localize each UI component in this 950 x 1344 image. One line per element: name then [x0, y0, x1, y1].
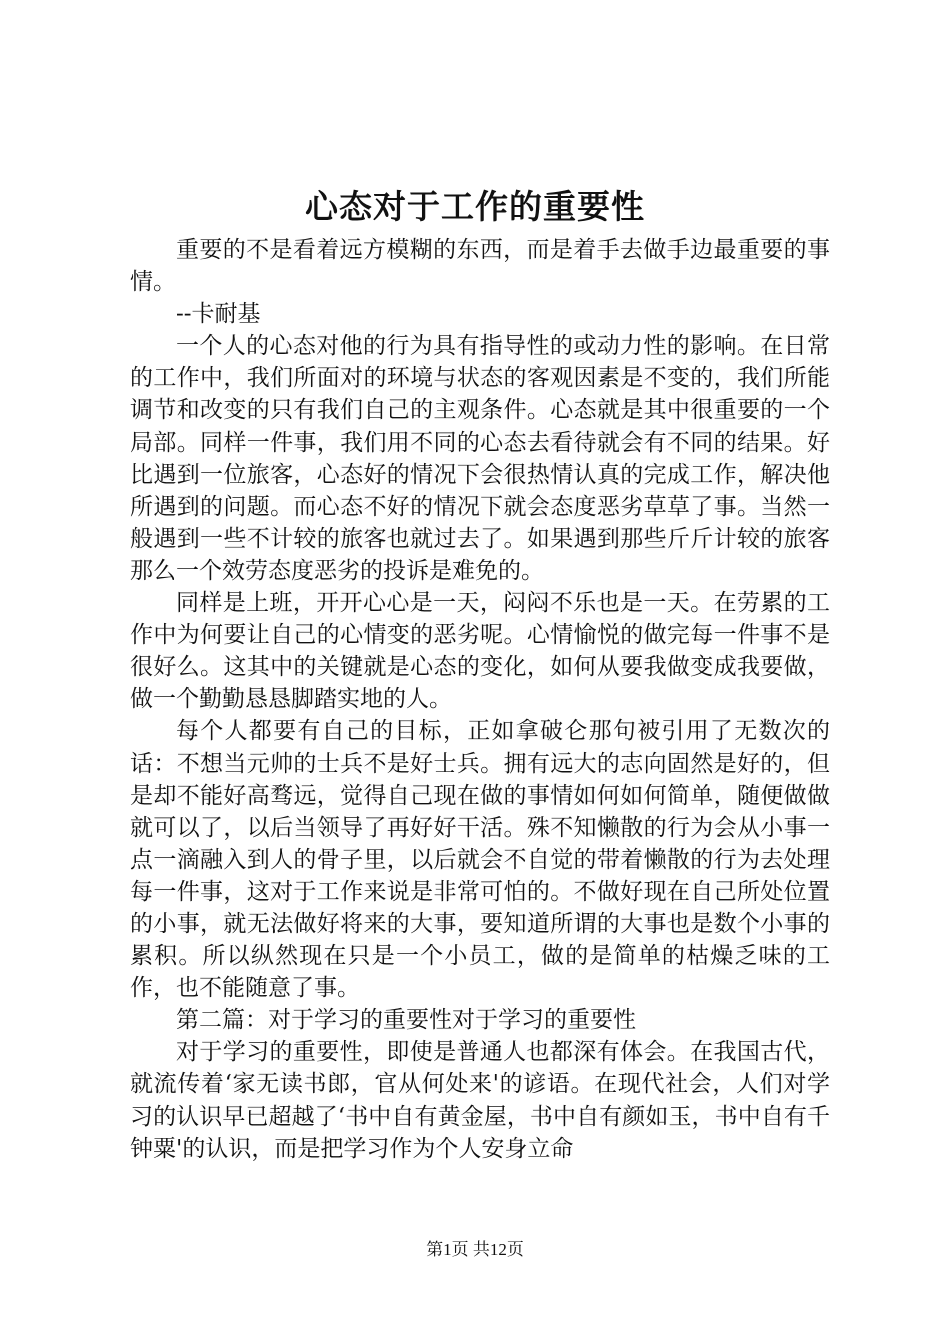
paragraph-quote: 重要的不是看着远方模糊的东西，而是着手去做手边最重要的事情。 [130, 237, 830, 296]
paragraph-mindset: 一个人的心态对他的行为具有指导性的或动力性的影响。在日常的工作中，我们所面对的环境与状态的客观因素是不变的，我们所能调节和改变的只有我们自己的主观条件。心态就是其中很重要的一个局部。同样一件事，我们用不同的心态去看待就会有不同的结果。好比遇到一位旅客，心态好的情况下会很热情认真的完成工作，解决他所遇到的问题。而心态不好的情况下就会态度恶劣草草了事。当然一般遇到一些不计较的旅客也就过去了。如果遇到那些斤斤计较的旅客那么一个效劳态度恶劣的投诉是难免的。 [130, 333, 830, 584]
page-title: 心态对于工作的重要性 [305, 187, 645, 226]
paragraph-mood: 同样是上班，开开心心是一天，闷闷不乐也是一天。在劳累的工作中为何要让自己的心情变的恶劣呢。心情愉悦的做完每一件事不是很好么。这其中的关键就是心态的变化，如何从要我做变成我要做，做一个勤勤恳恳脚踏实地的人。 [130, 590, 830, 713]
page-footer: 第1页 共12页 [426, 1240, 524, 1259]
paragraph-learning: 对于学习的重要性，即使是普通人也都深有体会。在我国古代，就流传着‘家无读书郎，官从何处来'的谚语。在现代社会，人们对学习的认识早已超越了‘书中自有黄金屋，书中自有颜如玉，书中自有千钟粟'的认识，而是把学习作为个人安身立命 [130, 1039, 830, 1162]
paragraph-goals: 每个人都要有自己的目标，正如拿破仑那句被引用了无数次的话：不想当元帅的士兵不是好士兵。拥有远大的志向固然是好的，但是却不能好高骛远，觉得自己现在做的事情如何如何简单，随便做做就可以了，以后当领导了再好好干活。殊不知懒散的行为会从小事一点一滴融入到人的骨子里，以后就会不自觉的带着懒散的行为去处理每一件事，这对于工作来说是非常可怕的。不做好现在自己所处位置的小事，就无法做好将来的大事，要知道所谓的大事也是数个小事的累积。所以纵然现在只是一个小员工，做的是简单的枯燥乏味的工作，也不能随意了事。 [130, 718, 830, 1002]
document-body [130, 234, 830, 1165]
paragraph-attribution: --卡耐基 [176, 301, 261, 328]
section-heading-part-two: 第二篇：对于学习的重要性对于学习的重要性 [176, 1007, 636, 1034]
